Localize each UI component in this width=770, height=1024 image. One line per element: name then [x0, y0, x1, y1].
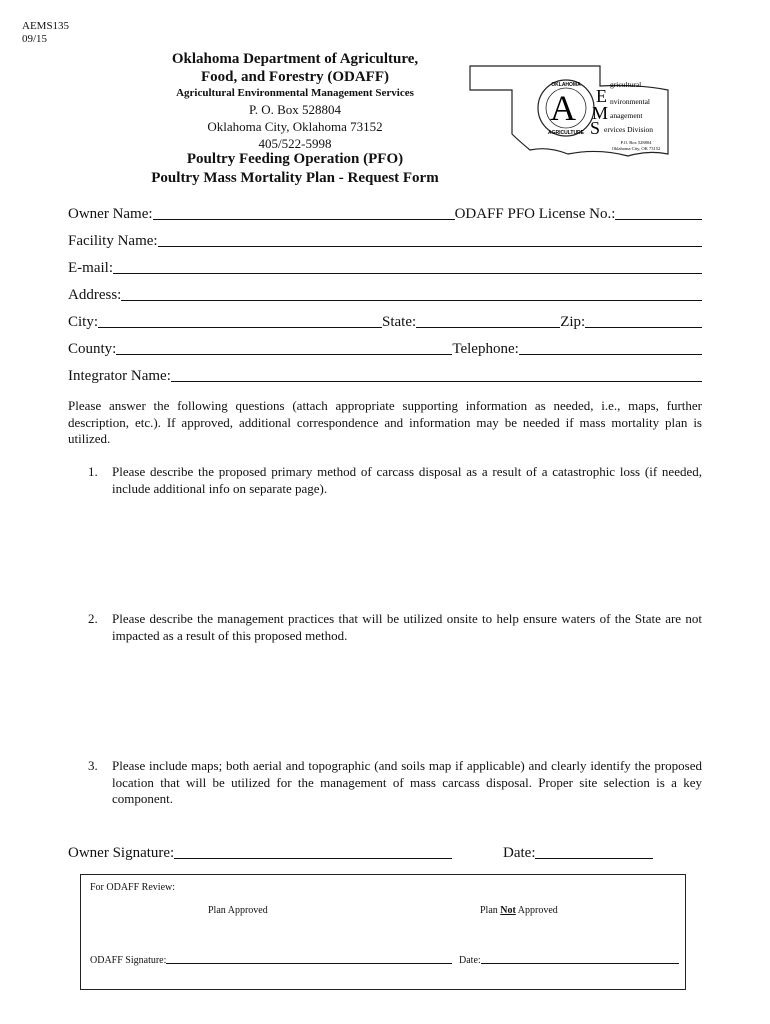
question-3 — [88, 758, 702, 808]
integrator-label: Integrator Name: — [68, 368, 171, 384]
question-1-text: Please describe the proposed primary method of carcass disposal as a result of a catastrophic loss (if needed, include additional info on separate page). — [112, 464, 702, 496]
logo-address1: P.O. Box 528804 — [620, 140, 652, 145]
owner-date-label: Date: — [503, 845, 536, 861]
agency-header — [120, 50, 470, 152]
form-title-line2: Poultry Mass Mortality Plan - Request Form — [151, 170, 439, 186]
question-1 — [88, 464, 702, 497]
agency-name-line2: Food, and Forestry (ODAFF) — [200, 69, 390, 85]
logo-word-environmental: nvironmental — [610, 97, 650, 106]
odaff-date-row — [459, 953, 679, 966]
odaff-date-label: Date: — [459, 955, 481, 966]
logo-seal-bottom: AGRICULTURE — [547, 130, 585, 136]
odaff-review-box — [80, 874, 686, 990]
question-1-number: 1. — [88, 464, 98, 479]
facility-name-field[interactable] — [158, 231, 702, 247]
form-date: 09/15 — [22, 33, 48, 45]
owner-date-row — [503, 842, 653, 862]
county-field[interactable] — [116, 339, 452, 355]
owner-date-field[interactable] — [535, 843, 653, 859]
logo-letter-m: M — [592, 103, 609, 123]
license-field[interactable] — [615, 204, 702, 220]
plan-not-word: Not — [500, 905, 516, 916]
zip-field[interactable] — [585, 312, 702, 328]
telephone-field[interactable] — [519, 339, 702, 355]
question-3-number: 3. — [88, 758, 98, 773]
logo-address2: Oklahoma City, OK 73152 — [611, 146, 661, 151]
logo-letter-s: S — [590, 118, 601, 138]
owner-signature-field[interactable] — [174, 843, 452, 859]
email-row — [68, 257, 702, 277]
address-row — [68, 284, 702, 304]
county-telephone-row — [68, 338, 702, 358]
license-label: ODAFF PFO License No.: — [454, 206, 616, 222]
plan-not-prefix: Plan — [480, 905, 501, 916]
logo-word-services: ervices Division — [604, 125, 653, 134]
facility-row — [68, 230, 702, 250]
form-code — [22, 20, 69, 46]
question-3-text: Please include maps; both aerial and topographic (and soils map if applicable) and clearly identify the proposed location that will be utilized for the management of mass carcass disposal. Proper site selection is a key component. — [112, 758, 702, 806]
question-2-text: Please describe the management practices that will be utilized onsite to help ensure waters of the State are not impacted as a result of this proposed method. — [112, 611, 702, 643]
logo-seal-top: OKLAHOMA — [551, 82, 581, 88]
logo-word-management: anagement — [610, 111, 643, 120]
owner-signature-label: Owner Signature: — [68, 845, 175, 861]
question-2 — [88, 611, 702, 644]
email-label: E-mail: — [68, 260, 113, 276]
owner-signature-row — [68, 842, 452, 862]
city-field[interactable] — [98, 312, 382, 328]
owner-name-label: Owner Name: — [68, 206, 153, 222]
odaff-date-field[interactable] — [481, 953, 679, 964]
plan-not-suffix: Approved — [515, 905, 558, 916]
integrator-field[interactable] — [171, 366, 702, 382]
plan-not-approved-label — [480, 905, 558, 916]
odaff-signature-label: ODAFF Signature: — [90, 955, 167, 966]
question-2-number: 2. — [88, 611, 98, 626]
instructions-paragraph: Please answer the following questions (attach appropriate supporting information as needed, i.e., maps, further description, etc.). If approved, additional correspondence and information may be needed if mass mortality plan is utilized. — [68, 398, 702, 446]
logo-word-agricultural: gricultural — [610, 80, 642, 89]
odaff-signature-row — [90, 953, 452, 966]
logo-letter-a: A — [550, 88, 576, 128]
logo-letter-e: E — [596, 86, 607, 106]
address-field[interactable] — [121, 285, 702, 301]
owner-license-row — [68, 203, 702, 223]
city-label: City: — [68, 314, 99, 330]
review-heading: For ODAFF Review: — [90, 882, 176, 893]
form-title — [120, 150, 470, 188]
email-field[interactable] — [113, 258, 702, 274]
facility-name-label: Facility Name: — [68, 233, 158, 249]
address-label: Address: — [68, 287, 122, 303]
state-field[interactable] — [416, 312, 560, 328]
division-name: Agricultural Environmental Management Services — [176, 87, 414, 99]
aems-logo — [468, 62, 688, 158]
zip-label: Zip: — [560, 314, 586, 330]
odaff-signature-field[interactable] — [166, 953, 452, 964]
po-box: P. O. Box 528804 — [248, 102, 342, 117]
city-state-zip-row — [68, 311, 702, 331]
form-title-line1: Poultry Feeding Operation (PFO) — [186, 151, 404, 167]
integrator-row — [68, 365, 702, 385]
state-label: State: — [382, 314, 417, 330]
form-id: AEMS135 — [22, 20, 70, 32]
agency-phone: 405/522-5998 — [258, 136, 332, 151]
agency-city: Oklahoma City, Oklahoma 73152 — [207, 119, 383, 134]
owner-name-field[interactable] — [153, 204, 455, 220]
agency-name-line1: Oklahoma Department of Agriculture, — [171, 51, 419, 67]
telephone-label: Telephone: — [452, 341, 519, 357]
plan-approved-label: Plan Approved — [208, 905, 268, 916]
county-label: County: — [68, 341, 117, 357]
